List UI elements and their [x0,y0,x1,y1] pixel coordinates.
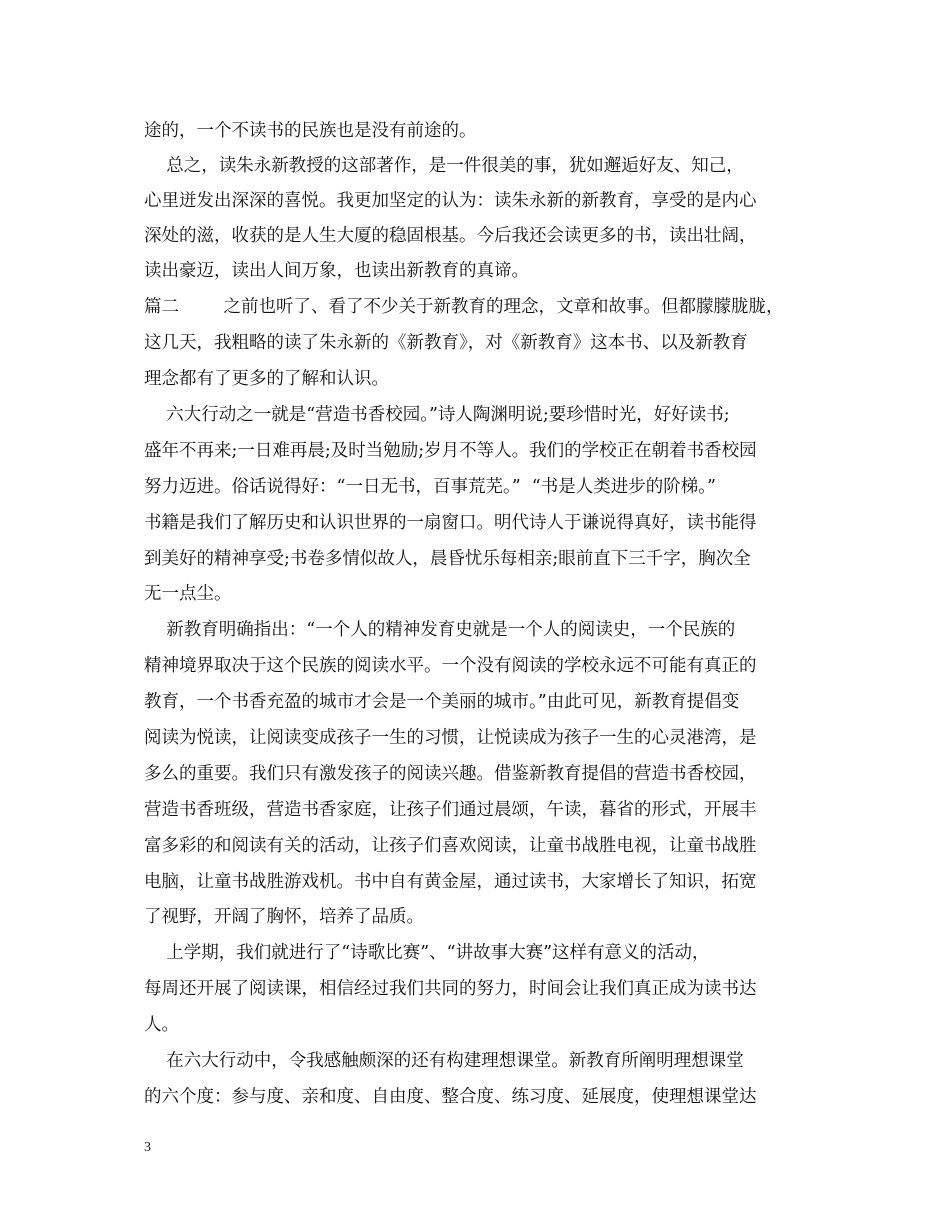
text-line: 心里迸发出深深的喜悦。我更加坚定的认为：读朱永新的新教育，享受的是内心 [144,191,757,211]
text-line: 富多彩的和阅读有关的活动，让孩子们喜欢阅读，让童书战胜电视，让童书战胜 [144,836,757,856]
page-number: 3 [144,1140,151,1155]
text-line: 多么的重要。我们只有激发孩子的阅读兴趣。借鉴新教育提倡的营造书香校园， [144,764,757,784]
text-line: 电脑，让童书战胜游戏机。书中自有黄金屋，通过读书，大家增长了知识，拓宽 [144,872,757,892]
text-line: 书籍是我们了解历史和认识世界的一扇窗口。明代诗人于谦说得真好，读书能得 [144,513,757,533]
text-line: 盛年不再来;一日难再晨;及时当勉励;岁月不等人。我们的学校正在朝着书香校园 [144,441,757,461]
text-line: 上学期，我们就进行了“诗歌比赛”、“讲故事大赛”这样有意义的活动， [144,943,710,963]
text-line: 新教育明确指出：“一个人的精神发育史就是一个人的阅读史，一个民族的 [144,620,736,640]
text-line: 营造书香班级，营造书香家庭，让孩子们通过晨颂，午读，暮省的形式，开展丰 [144,800,757,820]
text-line: 教育，一个书香充盈的城市才会是一个美丽的城市。”由此可见，新教育提倡变 [144,692,740,712]
text-line: 无一点尘。 [144,584,232,604]
text-line: 六大行动之一就是“营造书香校园。”诗人陶渊明说;要珍惜时光，好好读书; [144,405,730,425]
text-line: 这几天，我粗略的读了朱永新的《新教育》，对《新教育》这本书、以及新教育 [144,333,748,353]
text-line: 每周还开展了阅读课，相信经过我们共同的努力，时间会让我们真正成为读书达 [144,979,757,999]
text-line: 了视野，开阔了胸怀，培养了品质。 [144,907,424,927]
text-line: 途的，一个不读书的民族也是没有前途的。 [144,121,477,141]
text-line: 阅读为悦读，让阅读变成孩子一生的习惯，让悦读成为孩子一生的心灵港湾，是 [144,728,757,748]
text-line: 读出豪迈，读出人间万象，也读出新教育的真谛。 [144,261,529,281]
text-line: 篇二 之前也听了、看了不少关于新教育的理念，文章和故事。但都朦朦胧胧， [144,297,784,317]
text-line: 理念都有了更多的了解和认识。 [144,369,389,389]
text-line: 精神境界取决于这个民族的阅读水平。一个没有阅读的学校永远不可能有真正的 [144,656,757,676]
text-line: 人。 [144,1015,179,1035]
text-line: 努力迈进。俗话说得好：“一日无书，百事荒芜。” “书是人类进步的阶梯。” [144,477,716,497]
text-line: 的六个度：参与度、亲和度、自由度、整合度、练习度、延展度，使理想课堂达 [144,1087,757,1107]
text-line: 在六大行动中，令我感触颇深的还有构建理想课堂。新教育所阐明理想课堂 [144,1051,744,1071]
text-line: 总之，读朱永新教授的这部著作，是一件很美的事，犹如邂逅好友、知己， [144,156,744,176]
text-line: 到美好的精神享受;书卷多情似故人，晨昏忧乐每相亲;眼前直下三千字，胸次全 [144,549,751,569]
text-line: 深处的滋，收获的是人生大厦的稳固根基。今后我还会读更多的书，读出壮阔， [144,226,757,246]
